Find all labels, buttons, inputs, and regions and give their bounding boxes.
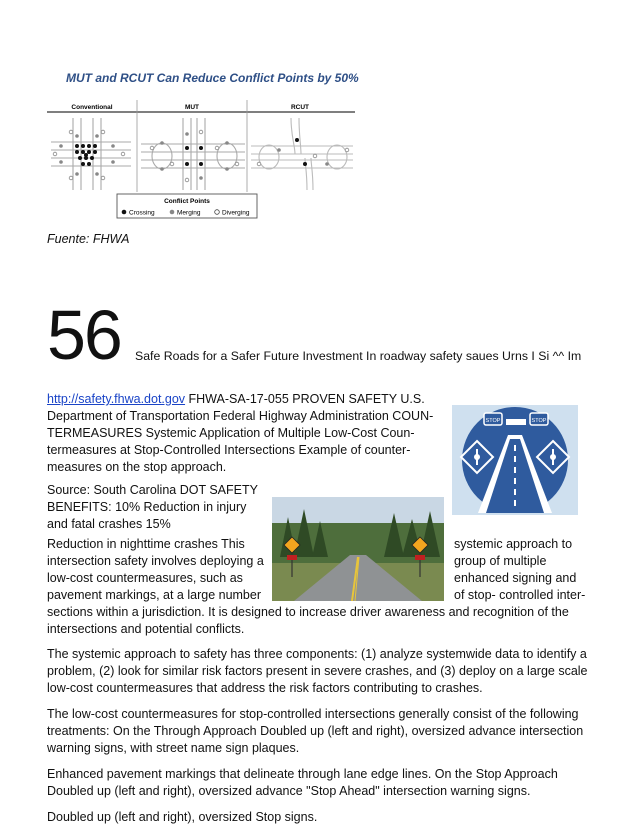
page-header: Safe Roads for a Safer Future Investment In roadway safety saues Urns I Si ^^ Im — [135, 349, 582, 363]
benefits-line: of stop- controlled inter- — [454, 588, 586, 602]
fhwa-safety-link[interactable]: http://safety.fhwa.dot.gov — [47, 392, 186, 406]
intro-block — [47, 391, 433, 476]
benefits-right-column — [454, 536, 585, 604]
benefits-continuation — [47, 604, 569, 638]
legend-title: Conflict Points — [164, 198, 210, 205]
legend-diverging: Diverging — [222, 209, 250, 217]
stop-approach-sign-graphic — [452, 405, 578, 515]
conventional-intersection — [51, 118, 131, 190]
figure-title: MUT and RCUT Can Reduce Conflict Points by 50% — [66, 71, 359, 85]
legend-merging: Merging — [177, 209, 201, 217]
legend-crossing: Crossing — [129, 209, 155, 217]
benefits-line: intersections and potential conflicts. — [47, 622, 245, 636]
rcut-intersection — [251, 118, 353, 190]
intro-line: Department of Transportation Federal Highway Administration COUN- — [47, 409, 434, 423]
source-block — [47, 482, 258, 533]
road-photo — [272, 497, 444, 601]
benefits-line: low-cost countermeasures, such as — [47, 571, 243, 585]
figure-caption: Fuente: FHWA — [47, 232, 130, 246]
benefits-line: enhanced signing and — [454, 571, 577, 585]
stop-label-right: STOP — [531, 418, 547, 424]
benefits-line: sections within a jurisdiction. It is designed to increase driver awareness and recognition of the — [47, 605, 569, 619]
paragraph-systemic-approach: The systemic approach to safety has three components: (1) analyze systemwide data to identify a problem, (2) look for similar risk factors present in severe crashes, and (3) deploy on a large scale low-cost countermeasures that address the risk factors contributing to crashes. — [47, 647, 588, 695]
conflict-points-diagram — [47, 96, 357, 226]
source-line: and fatal crashes 15% — [47, 517, 171, 531]
benefits-line: intersection safety involves deploying a — [47, 554, 264, 568]
benefits-line: group of multiple — [454, 554, 547, 568]
intro-line: termeasures at Stop-Controlled Intersections Example of counter- — [47, 443, 411, 457]
panel-label-mut: MUT — [184, 104, 200, 111]
paragraph-stop-signs: Doubled up (left and right), oversized Stop signs. — [47, 810, 318, 824]
benefits-line: pavement markings, at a large number — [47, 588, 261, 602]
panel-label-rcut: RCUT — [290, 104, 310, 111]
paragraph-countermeasures: The low-cost countermeasures for stop-controlled intersections generally consist of the following treatments: On the Through Approach Doubled up (left and right), oversized advance intersection warning signs, with street name sign plaques. — [47, 707, 584, 755]
source-line: Source: South Carolina DOT SAFETY — [47, 483, 258, 497]
conventional-crossing-points — [75, 144, 97, 166]
intro-line1-rest: FHWA-SA-17-055 PROVEN SAFETY U.S. — [185, 392, 425, 406]
stop-label-left: STOP — [485, 418, 501, 424]
intro-line: TERMEASURES Systemic Application of Multiple Low-Cost Coun- — [47, 426, 415, 440]
paragraph-pavement-markings: Enhanced pavement markings that delineate through lane edge lines. On the Stop Approach Doubled up (left and right), oversized advance "Stop Ahead" intersection warning signs. — [47, 767, 558, 798]
page-number: 56 — [47, 296, 121, 374]
body-paragraphs — [47, 646, 588, 835]
panel-label-conventional: Conventional — [71, 104, 113, 111]
benefits-line: systemic approach to — [454, 537, 573, 551]
mut-intersection — [141, 118, 245, 190]
source-line: BENEFITS: 10% Reduction in injury — [47, 500, 247, 514]
benefits-left-column — [47, 536, 264, 604]
intro-line: measures on the stop approach. — [47, 460, 227, 474]
benefits-line: Reduction in nighttime crashes This — [47, 537, 245, 551]
